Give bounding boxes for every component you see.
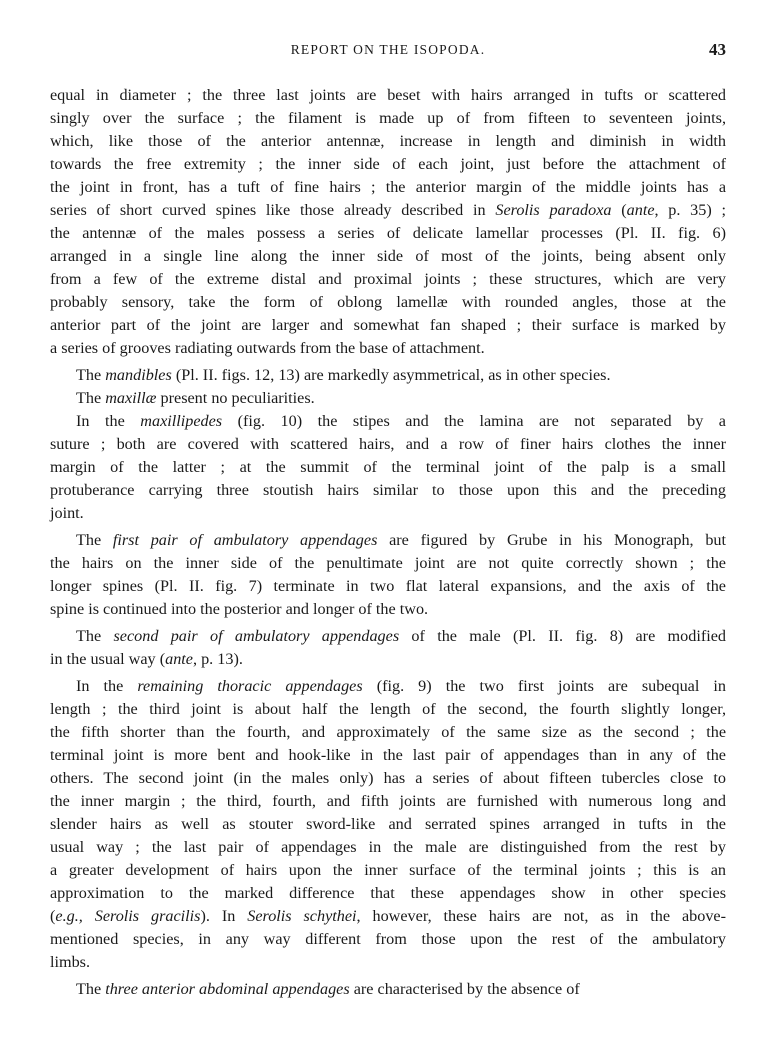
italic-term: e.g., Serolis gracilis	[55, 907, 201, 925]
text-line	[50, 813, 726, 836]
text-line	[50, 479, 726, 502]
text-line	[50, 836, 726, 859]
text-line	[50, 978, 726, 1001]
text-line	[50, 698, 726, 721]
paragraph	[50, 978, 726, 1001]
text-line	[50, 314, 726, 337]
text-line	[50, 721, 726, 744]
text-run: the joint in front, has a tuft of fine hairs ; the anterior margin of the middle joints has a	[50, 178, 726, 196]
italic-term: second pair of ambulatory appendages	[113, 627, 400, 645]
text-run: The	[76, 366, 106, 384]
text-line	[50, 268, 726, 291]
italic-term: Serolis paradoxa	[495, 201, 612, 219]
paragraph	[50, 675, 726, 974]
text-line	[50, 387, 726, 410]
text-line	[50, 744, 726, 767]
text-run: towards the free extremity ; the inner side of each joint, just before the attachment of	[50, 155, 726, 173]
text-line	[50, 675, 726, 698]
text-run: approximation to the marked difference that these appendages show in other species	[50, 884, 726, 902]
text-run: series of short curved spines like those already described in	[50, 201, 496, 219]
text-line	[50, 107, 726, 130]
paragraph	[50, 410, 726, 525]
body-text	[50, 84, 726, 1001]
text-line	[50, 859, 726, 882]
text-run: The	[76, 389, 106, 407]
text-run: the fifth shorter than the fourth, and approximately of the same size as the second ; the	[50, 723, 726, 741]
italic-term: maxillæ	[105, 389, 157, 407]
text-run: spine is continued into the posterior and longer of the two.	[50, 600, 429, 618]
text-run: others. The second joint (in the males only) has a series of about fifteen tubercles close to	[50, 769, 726, 787]
text-line	[50, 84, 726, 107]
text-line	[50, 456, 726, 479]
text-run: (	[50, 907, 56, 925]
text-run: limbs.	[50, 953, 91, 971]
text-run: probably sensory, take the form of oblong lamellæ with rounded angles, those at the	[50, 293, 726, 311]
text-line	[50, 245, 726, 268]
italic-term: ante	[626, 201, 655, 219]
text-run: mentioned species, in any way different from those upon the rest of the ambulatory	[50, 930, 726, 948]
text-run: usual way ; the last pair of appendages in the male are distinguished from the rest by	[50, 838, 726, 856]
text-line	[50, 905, 726, 928]
text-line	[50, 337, 726, 360]
text-run: , p. 13).	[192, 650, 243, 668]
text-run: joint.	[50, 504, 84, 522]
text-run: The	[76, 980, 106, 998]
text-line	[50, 625, 726, 648]
paragraph	[50, 84, 726, 360]
paragraph	[50, 529, 726, 621]
text-run: equal in diameter ; the three last joints are beset with hairs arranged in tufts or scattered	[50, 86, 726, 104]
text-run: , p. 35) ;	[654, 201, 727, 219]
italic-term: ante	[165, 650, 193, 668]
text-run: which, like those of the anterior antennæ, increase in length and diminish in width	[50, 132, 726, 150]
text-run: longer spines (Pl. II. fig. 7) terminate in two flat lateral expansions, and the axis of the	[50, 577, 726, 595]
text-run: the hairs on the inner side of the penultimate joint are not quite correctly shown ; the	[50, 554, 726, 572]
text-run: a series of grooves radiating outwards from the base of attachment.	[50, 339, 485, 357]
text-line	[50, 552, 726, 575]
text-run: a greater development of hairs upon the inner surface of the terminal joints ; this is an	[50, 861, 726, 879]
text-line	[50, 222, 726, 245]
text-run: (fig. 9) the two first joints are subequal in	[362, 677, 726, 695]
text-line	[50, 291, 726, 314]
italic-term: maxillipedes	[140, 412, 223, 430]
text-run: In the	[76, 412, 141, 430]
text-line	[50, 130, 726, 153]
text-run: present no peculiarities.	[156, 389, 315, 407]
text-run: margin of the latter ; at the summit of the terminal joint of the palp is a small	[50, 458, 726, 476]
italic-term: mandibles	[105, 366, 172, 384]
text-line	[50, 176, 726, 199]
paragraph	[50, 625, 726, 671]
text-run: , however, these hairs are not, as in the above-	[356, 907, 727, 925]
text-run: arranged in a single line along the inner side of most of the joints, being absent only	[50, 247, 726, 265]
text-line	[50, 153, 726, 176]
text-run: (Pl. II. figs. 12, 13) are markedly asymmetrical, as in other species.	[171, 366, 611, 384]
text-run: (	[611, 201, 627, 219]
text-line	[50, 575, 726, 598]
italic-term: first pair of ambulatory appendages	[112, 531, 378, 549]
text-line	[50, 598, 726, 621]
italic-term: three anterior abdominal appendages	[105, 980, 350, 998]
text-line	[50, 529, 726, 552]
text-run: singly over the surface ; the filament is made up of from fifteen to seventeen joints,	[50, 109, 726, 127]
text-run: are characterised by the absence of	[349, 980, 580, 998]
text-run: terminal joint is more bent and hook-like in the last pair of appendages than in any of the	[50, 746, 726, 764]
text-run: The	[76, 627, 114, 645]
text-run: anterior part of the joint are larger and somewhat fan shaped ; their surface is marked by	[50, 316, 726, 334]
text-run: from a few of the extreme distal and proximal joints ; these structures, which are very	[50, 270, 726, 288]
running-title: REPORT ON THE ISOPODA.	[290, 42, 486, 57]
text-run: In the	[76, 677, 138, 695]
text-run: ). In	[200, 907, 248, 925]
italic-term: remaining thoracic appendages	[137, 677, 363, 695]
text-run: of the male (Pl. II. fig. 8) are modified	[399, 627, 726, 645]
paragraph	[50, 387, 726, 410]
page-number: 43	[709, 40, 726, 59]
paragraph	[50, 364, 726, 387]
text-run: suture ; both are covered with scattered hairs, and a row of finer hairs clothes the inner	[50, 435, 726, 453]
text-line	[50, 928, 726, 951]
text-line	[50, 951, 726, 974]
text-line	[50, 364, 726, 387]
text-run: in the usual way (	[50, 650, 166, 668]
text-line	[50, 648, 726, 671]
text-line	[50, 767, 726, 790]
text-run: the inner margin ; the third, fourth, and fifth joints are furnished with numerous long and	[50, 792, 726, 810]
text-run: The	[76, 531, 113, 549]
text-run: slender hairs as well as stouter sword-like and serrated spines arranged in tufts in the	[50, 815, 726, 833]
text-line	[50, 882, 726, 905]
text-run: protuberance carrying three stoutish hairs similar to those upon this and the preceding	[50, 481, 726, 499]
running-head	[50, 42, 726, 62]
text-line	[50, 790, 726, 813]
text-line	[50, 199, 726, 222]
text-run: (fig. 10) the stipes and the lamina are not separated by a	[222, 412, 726, 430]
italic-term: Serolis schythei	[247, 907, 357, 925]
text-run: are figured by Grube in his Monograph, but	[377, 531, 727, 549]
text-line	[50, 433, 726, 456]
text-line	[50, 502, 726, 525]
text-run: length ; the third joint is about half the length of the second, the fourth slightly longer,	[50, 700, 726, 718]
text-line	[50, 410, 726, 433]
text-run: the antennæ of the males possess a series of delicate lamellar processes (Pl. II. fig. 6)	[50, 224, 726, 242]
